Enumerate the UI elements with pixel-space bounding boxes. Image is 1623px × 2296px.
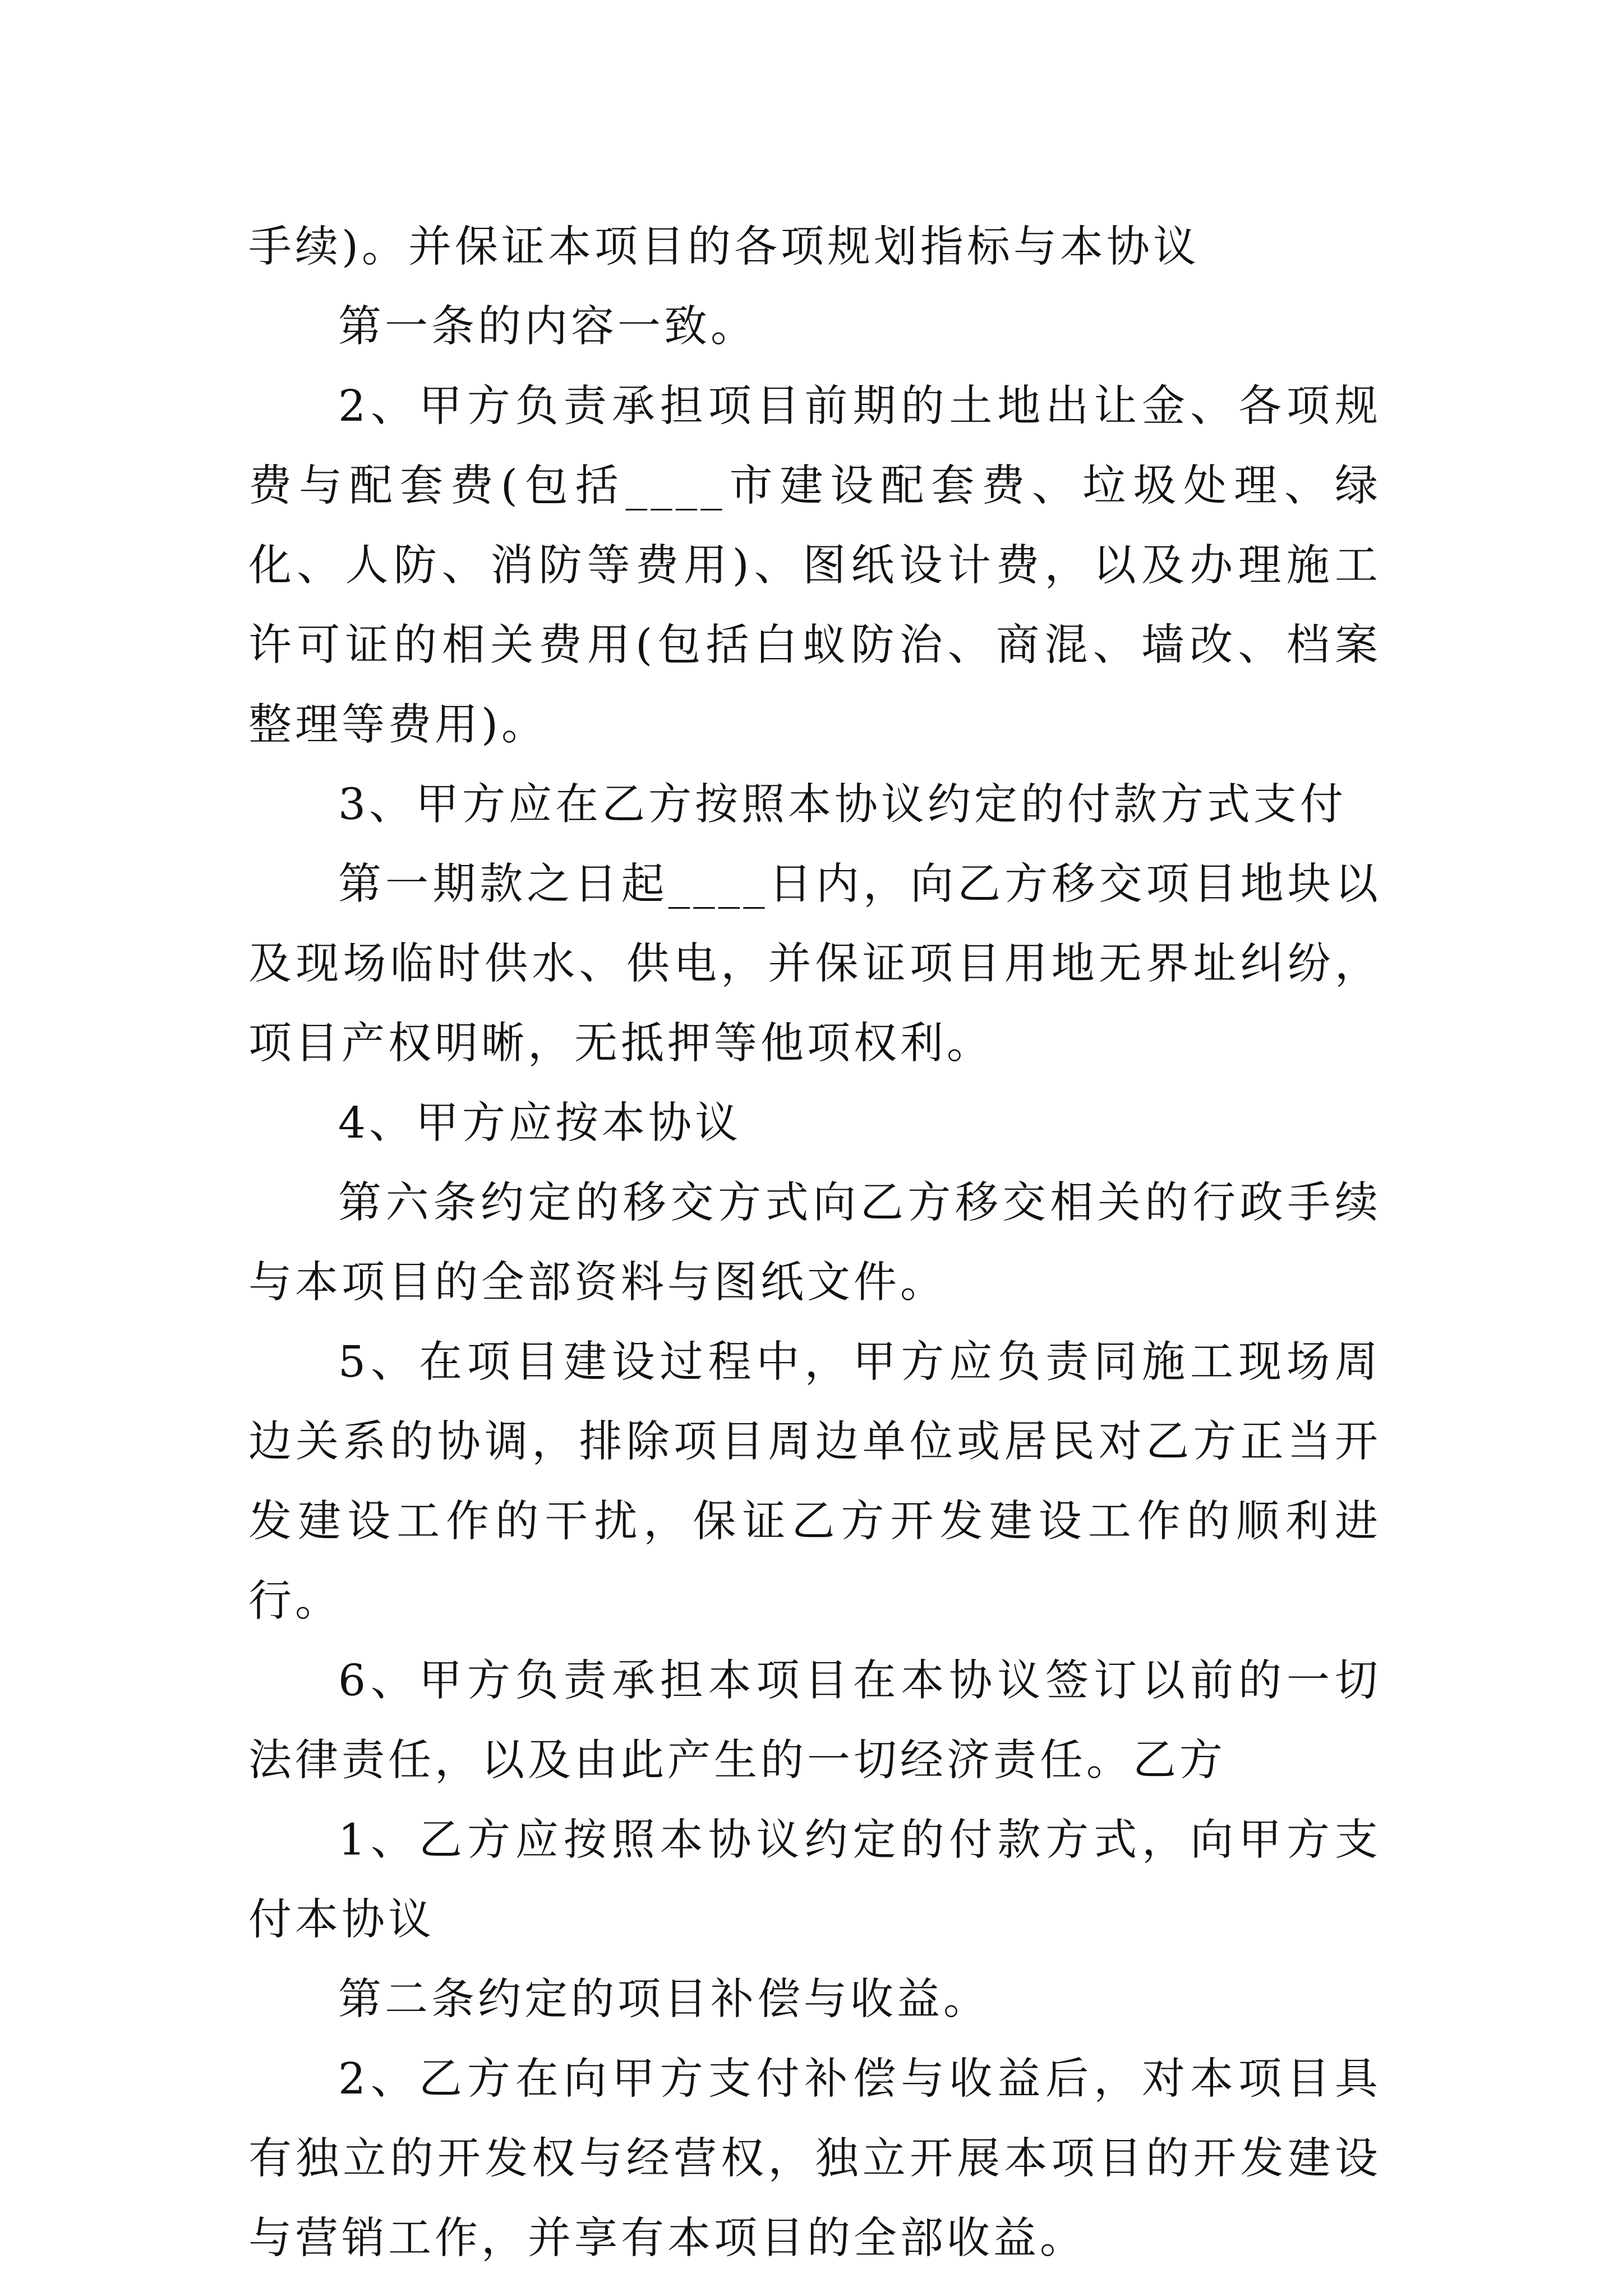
paragraph: 4、甲方应按本协议 [338, 1098, 741, 1148]
paragraph: 2、甲方负责承担项目前期的土地出让金、各项规费与配套费(包括____市建设配套费、垃圾处理、绿化、人防、消防等费用)、图纸设计费，以及办理施工许可证的相关费用(包括白蚁防治、商混、墙改、档案整理等费用)。 [248, 381, 1381, 750]
paragraph: 1、乙方应按照本协议约定的付款方式，向甲方支付本协议 [248, 1815, 1381, 1945]
paragraph: 第一条的内容一致。 [338, 302, 757, 352]
paragraph: 5、在项目建设过程中，甲方应负责同施工现场周边关系的协调，排除项目周边单位或居民对乙方正当开发建设工作的干扰，保证乙方开发建设工作的顺利进行。 [248, 1337, 1381, 1626]
paragraph: 第二条约定的项目补偿与收益。 [338, 1975, 990, 2024]
paragraph: 3、甲方应在乙方按照本协议约定的付款方式支付 [338, 780, 1347, 830]
document-page [248, 208, 1381, 2279]
paragraph: 第一期款之日起____日内，向乙方移交项目地块以及现场临时供水、供电，并保证项目用地无界址纠纷，项目产权明晰，无抵押等他项权利。 [248, 859, 1381, 1069]
paragraph: 2、乙方在向甲方支付补偿与收益后，对本项目具有独立的开发权与经营权，独立开展本项目的开发建设与营销工作，并享有本项目的全部收益。 [248, 2054, 1381, 2263]
paragraph: 6、甲方负责承担本项目在本协议签订以前的一切法律责任，以及由此产生的一切经济责任。乙方 [248, 1656, 1381, 1786]
paragraph: 第六条约定的移交方式向乙方移交相关的行政手续与本项目的全部资料与图纸文件。 [248, 1178, 1381, 1308]
paragraph: 手续)。并保证本项目的各项规划指标与本协议 [248, 222, 1200, 272]
